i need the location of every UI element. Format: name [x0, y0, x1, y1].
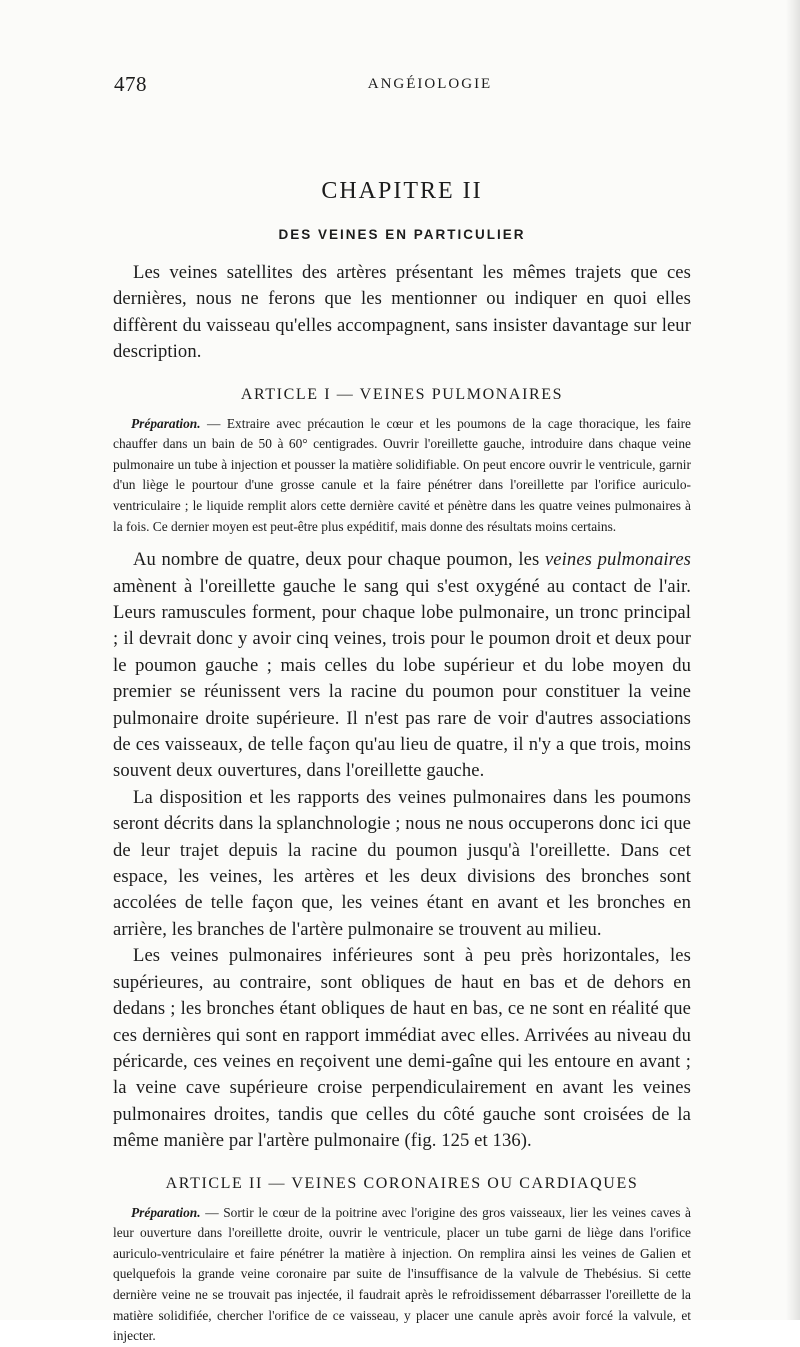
article-2-heading: ARTICLE II — VEINES CORONAIRES OU CARDIAQUES [165, 1174, 639, 1192]
article-1-preparation [113, 414, 691, 538]
preparation-label: Préparation. [131, 1204, 201, 1220]
preparation-text: — Sortir le cœur de la poitrine avec l'origine des gros vaisseaux, lier les veines caves à leur ouverture dans l'oreillette droite, ouvrir le ventricule, placer un tube garni de liège dans l'orifice auriculo-ventriculaire et faire pénétrer la matière à injection. On remplira ainsi les veines de Galien et quelquefois la grande veine coronaire par suite de l'insuffisance de la valvule de Thebésius. Si cette dernière veine ne se trouvait pas injectée, il faudrait après le refroidissement débarrasser l'oreillette de la matière solidifiée, chercher l'orifice de ce vaisseau, y placer une canule après avoir forcé la valvule, et injecter. [113, 1204, 691, 1344]
article-1-heading: ARTICLE I — VEINES PULMONAIRES [240, 385, 564, 403]
emphasis-term: veines pulmonaires [544, 549, 692, 571]
page-content [113, 178, 691, 1347]
article-2-preparation [113, 1203, 691, 1347]
running-head: ANGÉIOLOGIE [367, 76, 493, 92]
article-1-paragraph-2: La disposition et les rapports des veines pulmonaires dans les poumons seront décrits dans la splanchnologie ; nous ne nous occuperons donc ici que de leur trajet depuis la racine du poumon jusqu'à l'oreillette. Dans cet espace, les veines, les artères et les deux divisions des bronches sont accolées de telle façon que, les veines étant en avant et les bronches en arrière, les branches de l'artère pulmonaire se trouvent au milieu. [113, 786, 691, 940]
chapter-intro-paragraph: Les veines satellites des artères présentant les mêmes trajets que ces dernières, nous ne ferons que les mentionner ou indiquer en quoi elles diffèrent du vaisseau qu'elles accompagnent, sans insister davantage sur leur description. [113, 262, 691, 363]
page-edge-shadow [786, 0, 800, 1320]
paragraph-text: amènent à l'oreillette gauche le sang qui s'est oxygéné au contact de l'air. Leurs ramuscules forment, pour chaque lobe pulmonaire, un tronc principal ; il devrait donc y avoir cinq veines, trois pour le poumon droit et deux pour le poumon gauche ; mais celles du lobe supérieur et du lobe moyen du premier se réunissent vers la racine du poumon pour constituer la veine pulmonaire droite supérieure. Il n'est pas rare de voir d'autres associations de ces vaisseaux, de telle façon qu'au lieu de quatre, il n'y a que trois, moins souvent deux ouvertures, dans l'oreillette gauche. [113, 575, 691, 782]
chapter-subtitle: DES VEINES EN PARTICULIER [278, 227, 526, 242]
preparation-text: — Extraire avec précaution le cœur et les poumons de la cage thoracique, les faire chauffer dans un bain de 50 à 60° centigrades. Ouvrir l'oreillette gauche, introduire dans chaque veine pulmonaire un tube à injection et pousser la matière solidifiable. On peut encore ouvrir le ventricule, garnir d'un liège le pourtour d'une grosse canule et la faire pénétrer dans l'oreillette par l'orifice auriculo-ventriculaire ; le liquide remplit alors cette dernière cavité et pénètre dans les quatre veines pulmonaires à la fois. Ce dernier moyen est peut-être plus expéditif, mais donne des résultats moins certains. [113, 415, 691, 534]
article-1-paragraph-1 [113, 547, 691, 785]
preparation-label: Préparation. [131, 415, 201, 431]
page-number: 478 [114, 72, 147, 96]
page-header [0, 72, 800, 112]
paragraph-text: Au nombre de quatre, deux pour chaque poumon, les [133, 549, 545, 571]
article-1-paragraph-3: Les veines pulmonaires inférieures sont à peu près horizontales, les supérieures, au contraire, sont obliques de haut en bas et de dehors en dedans ; les bronches étant obliques de haut en bas, ce ne sont en réalité que ces dernières qui sont en rapport immédiat avec elles. Arrivées au niveau du péricarde, ces veines en reçoivent une demi-gaîne qui les entoure en avant ; la veine cave supérieure croise perpendiculairement en avant les veines pulmonaires droites, tandis que celles du côté gauche sont croisées de la même manière par l'artère pulmonaire (fig. 125 et 136). [113, 945, 691, 1152]
chapter-title: CHAPITRE II [321, 178, 483, 204]
